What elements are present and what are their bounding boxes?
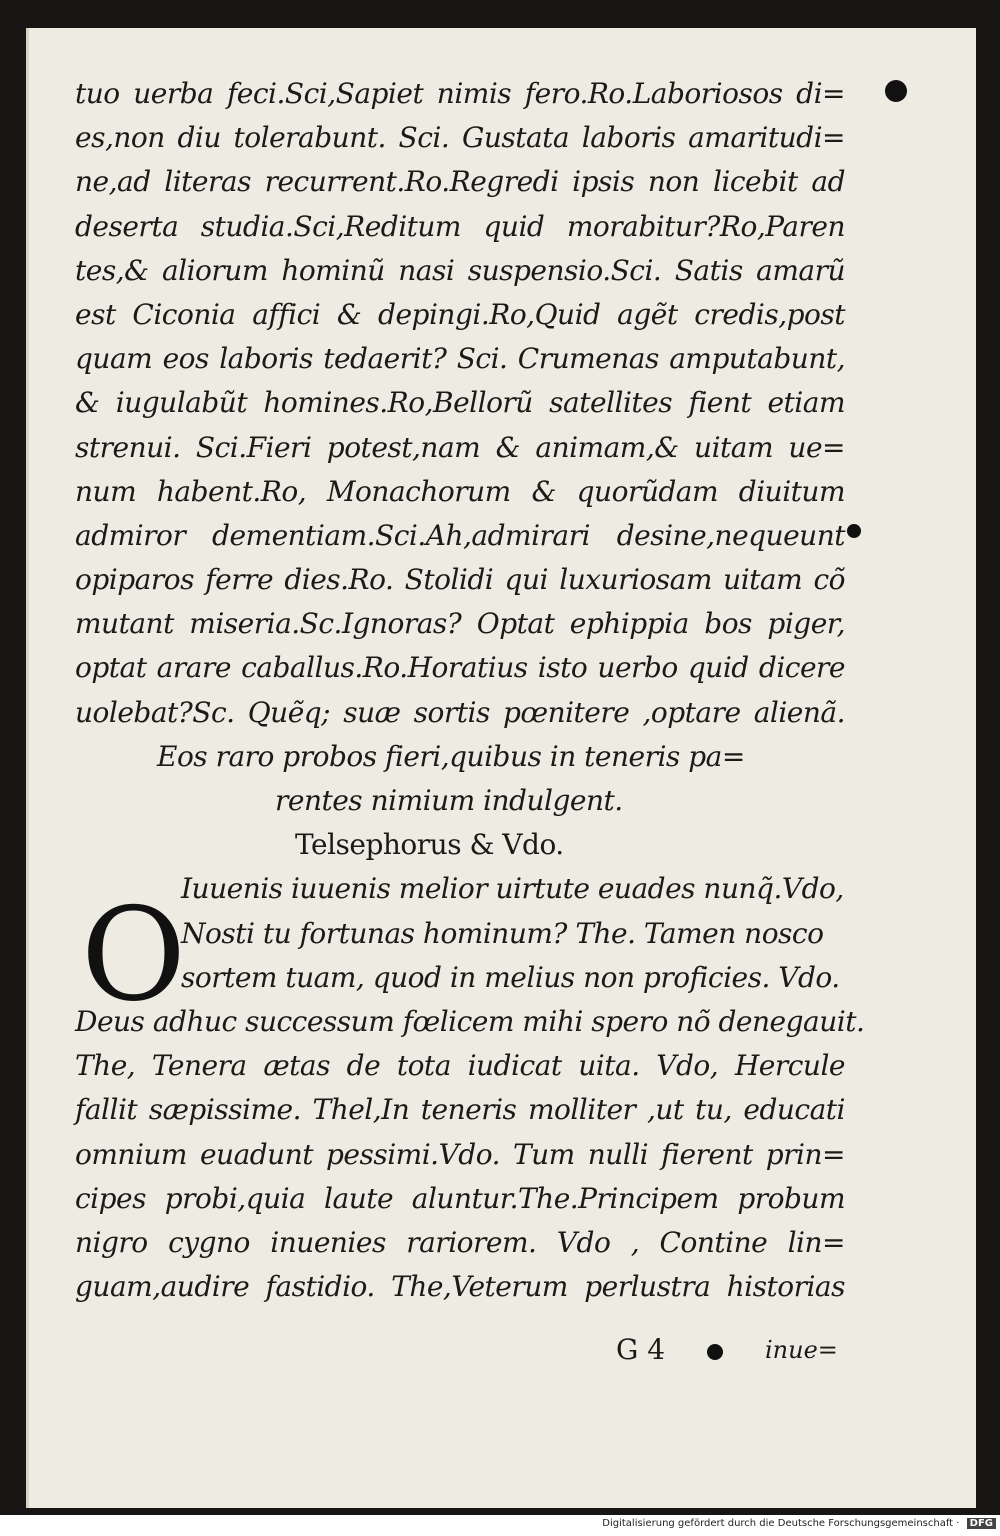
text-line: tes,& aliorum hominũ nasi suspensio.Sci. Satis amarũ: [75, 253, 845, 287]
text-line: est Ciconia affici & depingi.Ro,Quid agẽt credis,post: [75, 297, 845, 331]
text-line: uolebat?Sc. Quẽq; suæ sortis pœnitere ,optare alienã.: [75, 695, 845, 729]
text-line: opiparos ferre dies.Ro. Stolidi qui luxuriosam uitam cõ: [75, 563, 845, 597]
catchword: inue=: [765, 1336, 838, 1364]
section-heading-line: rentes nimium indulgent.: [275, 784, 623, 817]
text-line: optat arare caballus.Ro.Horatius isto uerbo quid dicere: [75, 651, 845, 685]
dialogue-line: sortem tuam, quod in melius non proficies. Vdo.: [181, 960, 840, 994]
ink-dot-icon: [707, 1344, 723, 1360]
text-line: quam eos laboris tedaerit? Sci. Crumenas amputabunt,: [75, 342, 845, 376]
dialogue-line: fallit sæpissime. Thel,In teneris molliter ,ut tu, educati: [75, 1093, 845, 1127]
dialogue-line: Iuuenis iuuenis melior uirtute euades nunq̃.Vdo,: [181, 872, 844, 906]
text-line: tuo uerba feci.Sci,Sapiet nimis fero.Ro.Laboriosos di=: [75, 77, 845, 110]
dfg-logo: DFG: [967, 1518, 996, 1529]
book-page: [26, 28, 976, 1508]
dialogue-line: Nosti tu fortunas hominum? The. Tamen nosco: [181, 916, 824, 950]
dialogue-line: nigro cygno inuenies rariorem. Vdo , Contine lin=: [75, 1225, 845, 1259]
signature-mark: G 4: [616, 1333, 666, 1366]
dialogue-line: Deus adhuc successum fœlicem mihi spero nõ denegauit.: [75, 1004, 865, 1038]
ink-dot-icon: [885, 80, 907, 102]
drop-cap-initial: O: [81, 881, 186, 1030]
page-text: [75, 72, 865, 1309]
text-line: mutant miseria.Sc.Ignoras? Optat ephippia bos piger,: [75, 607, 845, 641]
text-line: num habent.Ro, Monachorum & quorũdam diuitum: [75, 474, 845, 508]
funding-credit: Digitalisierung gefördert durch die Deutsche Forschungsgemeinschaft: [602, 1518, 954, 1529]
text-line: admiror dementiam.Sci.Ah,admirari desine,nequeunt: [75, 518, 845, 552]
ink-dot-icon: [847, 524, 861, 538]
page-signature-line: [589, 1328, 849, 1372]
text-line: strenui. Sci.Fieri potest,nam & animam,& uitam ue=: [75, 430, 845, 464]
text-line: deserta studia.Sci,Reditum quid morabitur?Ro,Paren: [75, 209, 845, 243]
dialogue-line: omnium euadunt pessimi.Vdo. Tum nulli fierent prin=: [75, 1137, 845, 1171]
dialogue-line: The, Tenera ætas de tota iudicat uita. Vdo, Hercule: [75, 1049, 845, 1083]
dialogue-line: guam,audire fastidio. The,Veterum perlustra historias: [75, 1270, 845, 1304]
dialogue-line: cipes probi,quia laute aluntur.The.Principem probum: [75, 1181, 845, 1215]
text-line: es,non diu tolerabunt. Sci. Gustata laboris amaritudi=: [75, 121, 845, 155]
text-line: & iugulabũt homines.Ro,Bellorũ satellites fient etiam: [75, 386, 845, 420]
section-heading-line: Eos raro probos fieri,quibus in teneris pa=: [157, 739, 745, 773]
footer-credit: Digitalisierung gefördert durch die Deutsche Forschungsgemeinschaft · DFG: [602, 1518, 996, 1529]
speakers-heading: Telsephorus & Vdo.: [295, 828, 564, 862]
text-line: ne,ad literas recurrent.Ro.Regredi ipsis non licebit ad: [75, 165, 845, 199]
